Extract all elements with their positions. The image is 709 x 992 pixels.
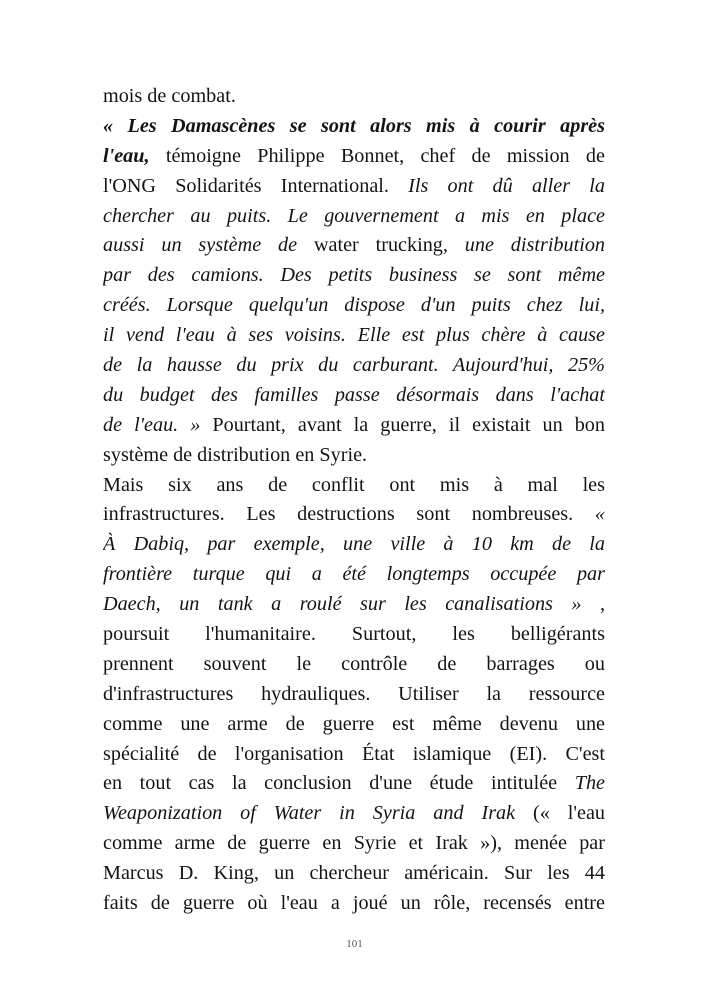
text-segment: de la hausse du prix du carburant. Aujourd'hui, 25% xyxy=(103,354,605,377)
text-line xyxy=(103,829,605,859)
text-line xyxy=(103,291,605,321)
text-segment: en tout cas la conclusion d'une étude intitulée xyxy=(103,772,575,795)
text-segment: « Les Damascènes se sont alors mis à courir après xyxy=(103,114,605,137)
text-line xyxy=(103,202,605,232)
text-line xyxy=(103,441,605,471)
text-segment: témoigne Philippe Bonnet, chef de mission de xyxy=(149,144,605,167)
text-segment: chercher au puits. Le gouvernement a mis en place xyxy=(103,204,605,227)
text-line xyxy=(103,351,605,381)
text-line xyxy=(103,650,605,680)
text-line xyxy=(103,500,605,530)
text-line xyxy=(103,740,605,770)
text-segment: du budget des familles passe désormais dans l'achat xyxy=(103,383,605,406)
text-segment: À Dabiq, par exemple, une ville à 10 km de la xyxy=(103,533,605,556)
text-segment: l'eau, xyxy=(103,144,150,167)
text-line xyxy=(103,471,605,501)
text-segment: Weaponization of Water in Syria and Irak xyxy=(103,802,516,825)
text-line xyxy=(103,769,605,799)
text-segment: , xyxy=(581,593,605,616)
text-segment: « xyxy=(594,503,605,526)
text-segment: water trucking xyxy=(313,234,443,257)
text-segment: poursuit l'humanitaire. Surtout, les belligérants xyxy=(103,623,605,646)
text-line xyxy=(103,82,605,112)
text-segment: prennent souvent le contrôle de barrages ou xyxy=(103,652,605,675)
text-line xyxy=(103,620,605,650)
text-segment: , une distribution xyxy=(442,234,605,257)
text-line xyxy=(103,889,605,919)
text-line xyxy=(103,321,605,351)
text-line xyxy=(103,381,605,411)
text-segment: infrastructures. Les destructions sont nombreuses. xyxy=(103,503,595,526)
text-segment: Pourtant, avant la guerre, il existait un bon xyxy=(200,413,605,436)
text-line xyxy=(103,590,605,620)
text-line xyxy=(103,680,605,710)
text-line xyxy=(103,172,605,202)
text-segment: faits de guerre où l'eau a joué un rôle, recensés entre xyxy=(103,892,605,915)
text-segment: il vend l'eau à ses voisins. Elle est plus chère à cause xyxy=(103,324,605,347)
text-segment: frontière turque qui a été longtemps occupée par xyxy=(103,563,605,586)
text-segment: créés. Lorsque quelqu'un dispose d'un puits chez lui, xyxy=(103,294,605,317)
text-line xyxy=(103,560,605,590)
text-segment: comme arme de guerre en Syrie et Irak »), menée par xyxy=(103,832,605,855)
text-line xyxy=(103,112,605,142)
text-line xyxy=(103,142,605,172)
document-body xyxy=(103,82,605,919)
text-segment: aussi un système de xyxy=(103,234,314,257)
text-segment: Marcus D. King, un chercheur américain. Sur les 44 xyxy=(103,862,605,885)
text-segment: mois de combat. xyxy=(103,85,236,107)
page-number: 101 xyxy=(346,938,363,950)
text-line xyxy=(103,799,605,829)
text-line xyxy=(103,261,605,291)
text-segment: comme une arme de guerre est même devenu une xyxy=(103,712,605,735)
text-line xyxy=(103,859,605,889)
text-segment: système de distribution en Syrie. xyxy=(103,443,368,466)
text-line xyxy=(103,710,605,740)
text-line xyxy=(103,530,605,560)
text-segment: Daech, un tank a roulé sur les canalisations » xyxy=(103,593,582,616)
text-segment: Ils ont dû aller la xyxy=(408,174,605,197)
text-line xyxy=(103,231,605,261)
text-segment: Mais six ans de conflit ont mis à mal les xyxy=(103,473,605,496)
text-segment: The xyxy=(574,772,605,795)
text-segment: de l'eau. » xyxy=(103,413,201,436)
text-segment: d'infrastructures hydrauliques. Utiliser la ressource xyxy=(103,682,605,705)
text-line xyxy=(103,411,605,441)
text-segment: par des camions. Des petits business se sont même xyxy=(103,264,605,287)
text-segment: spécialité de l'organisation État islamique (EI). C'est xyxy=(103,742,605,765)
text-segment: l'ONG Solidarités International. xyxy=(103,174,409,197)
text-segment: (« l'eau xyxy=(515,802,605,825)
